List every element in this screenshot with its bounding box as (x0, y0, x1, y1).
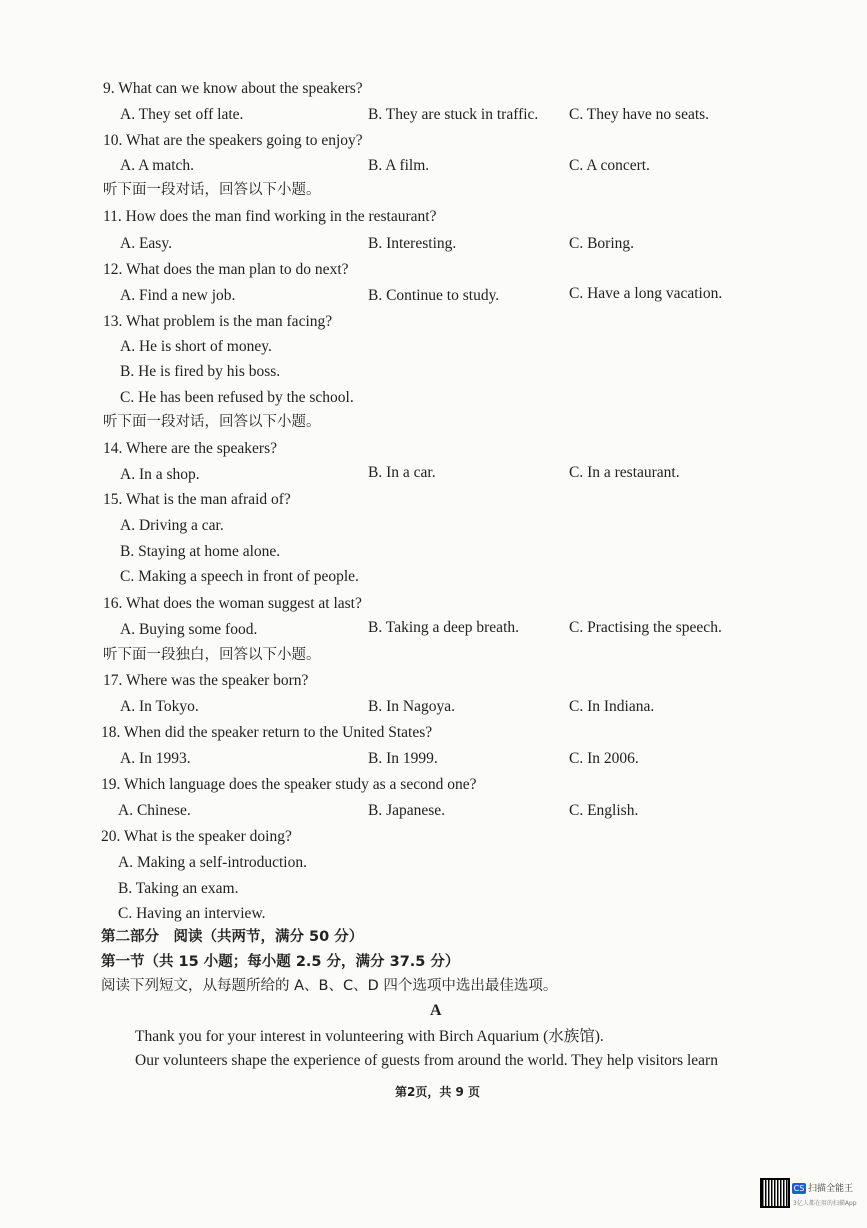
question-11-option-a: A. Easy. (120, 235, 172, 252)
question-20: 20. What is the speaker doing? (101, 828, 292, 845)
question-13-option-a: A. He is short of money. (120, 338, 272, 355)
monologue-instruction: 听下面一段独白，回答以下小题。 (103, 647, 321, 663)
question-9-option-a: A. They set off late. (120, 106, 244, 123)
part-two-heading: 第二部分 阅读（共两节，满分 50 分） (101, 929, 364, 945)
question-14-option-c: C. In a restaurant. (569, 464, 680, 481)
question-20-option-a: A. Making a self-introduction. (118, 854, 307, 871)
page-number-footer: 第2页，共 9 页 (395, 1085, 481, 1099)
question-9-option-c: C. They have no seats. (569, 106, 710, 123)
question-18-option-b: B. In 1999. (368, 750, 438, 767)
dialogue-instruction: 听下面一段对话，回答以下小题。 (103, 182, 321, 198)
question-20-option-c: C. Having an interview. (118, 905, 266, 922)
passage-label: A (430, 1002, 442, 1019)
question-13: 13. What problem is the man facing? (103, 313, 333, 330)
question-17-option-c: C. In Indiana. (569, 698, 655, 715)
scanner-tagline: 3亿人都在用的扫描App (793, 1200, 857, 1207)
question-10-option-c: C. A concert. (569, 157, 650, 174)
question-14-option-b: B. In a car. (368, 464, 436, 481)
question-16: 16. What does the woman suggest at last? (103, 595, 362, 612)
question-15-option-b: B. Staying at home alone. (120, 543, 281, 560)
question-17-option-b: B. In Nagoya. (368, 698, 455, 715)
dialogue-instruction-2: 听下面一段对话，回答以下小题。 (103, 414, 321, 430)
question-19-option-c: C. English. (569, 802, 639, 819)
question-20-option-b: B. Taking an exam. (118, 880, 239, 897)
question-19-option-a: A. Chinese. (118, 802, 191, 819)
question-9: 9. What can we know about the speakers? (103, 80, 363, 97)
question-11-option-c: C. Boring. (569, 235, 635, 252)
question-16-option-a: A. Buying some food. (120, 621, 258, 638)
question-18-option-c: C. In 2006. (569, 750, 639, 767)
question-14: 14. Where are the speakers? (103, 440, 277, 457)
question-12-option-c: C. Have a long vacation. (569, 285, 723, 302)
question-13-option-c: C. He has been refused by the school. (120, 389, 354, 406)
question-13-option-b: B. He is fired by his boss. (120, 363, 281, 380)
question-19: 19. Which language does the speaker study as a second one? (101, 776, 477, 793)
camscanner-logo-icon: CS (793, 1184, 805, 1193)
question-19-option-b: B. Japanese. (368, 802, 446, 819)
question-16-option-c: C. Practising the speech. (569, 619, 722, 636)
question-9-option-b: B. They are stuck in traffic. (368, 106, 539, 123)
question-18: 18. When did the speaker return to the United States? (101, 724, 433, 741)
reading-directions: 阅读下列短文，从每题所给的 A、B、C、D 四个选项中选出最佳选项。 (101, 978, 558, 994)
question-15: 15. What is the man afraid of? (103, 491, 291, 508)
question-11-option-b: B. Interesting. (368, 235, 457, 252)
question-10-option-a: A. A match. (120, 157, 195, 174)
passage-line-2: Our volunteers shape the experience of guests from around the world. They help visitors learn (135, 1052, 718, 1069)
question-10-option-b: B. A film. (368, 157, 430, 174)
question-17: 17. Where was the speaker born? (103, 672, 309, 689)
question-10: 10. What are the speakers going to enjoy? (103, 132, 363, 149)
question-17-option-a: A. In Tokyo. (120, 698, 199, 715)
question-12: 12. What does the man plan to do next? (103, 261, 349, 278)
question-11: 11. How does the man find working in the restaurant? (103, 208, 437, 225)
question-18-option-a: A. In 1993. (120, 750, 191, 767)
question-14-option-a: A. In a shop. (120, 466, 200, 483)
question-12-option-b: B. Continue to study. (368, 287, 500, 304)
question-12-option-a: A. Find a new job. (120, 287, 236, 304)
question-15-option-c: C. Making a speech in front of people. (120, 568, 359, 585)
qr-code-icon (760, 1178, 790, 1208)
section-one-heading: 第一节（共 15 小题；每小题 2.5 分，满分 37.5 分） (101, 954, 460, 970)
question-15-option-a: A. Driving a car. (120, 517, 224, 534)
passage-line-1: Thank you for your interest in volunteering with Birch Aquarium (水族馆). (135, 1028, 604, 1045)
question-16-option-b: B. Taking a deep breath. (368, 619, 519, 636)
scanner-brand: 扫描全能王 (808, 1184, 854, 1194)
